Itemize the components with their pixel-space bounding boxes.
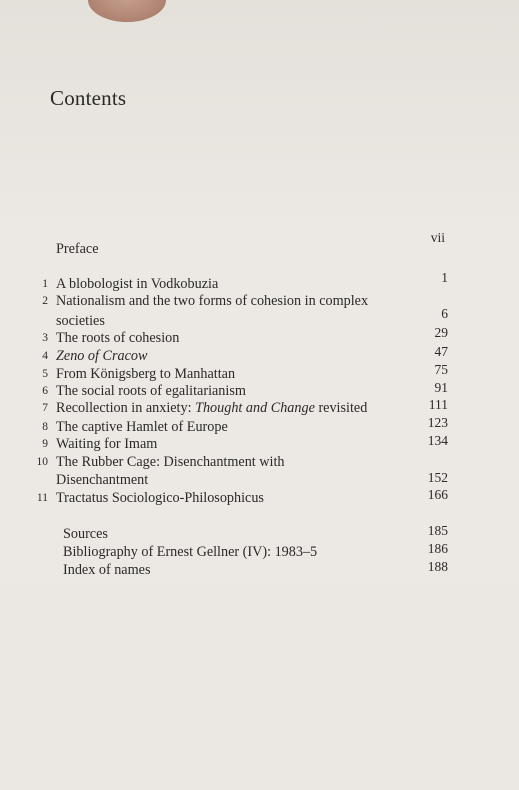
toc-page: 29 [434, 325, 448, 340]
toc-page: 75 [434, 362, 448, 377]
toc-title: Sources [63, 526, 108, 542]
contents-heading: Contents [50, 86, 127, 110]
toc-title: Preface [56, 241, 99, 257]
toc-page-3 [0, 324, 519, 342]
toc-number: 11 [36, 492, 48, 504]
toc-number: 7 [42, 402, 48, 414]
toc-page: 188 [427, 559, 448, 574]
toc-title: The captive Hamlet of Europe [56, 419, 228, 435]
toc-page: 1 [441, 270, 448, 285]
toc-number: 10 [36, 456, 48, 468]
toc-title: The roots of cohesion [56, 330, 180, 346]
toc-page: 152 [427, 470, 448, 485]
toc-title: Tractatus Sociologico-Philosophicus [56, 490, 264, 506]
toc-page-bibliography [0, 540, 519, 558]
toc-page-2 [0, 305, 519, 323]
toc-number: 3 [42, 332, 48, 344]
toc-title-part: revisited [314, 400, 368, 416]
toc-title-continued: Disenchantment [56, 472, 149, 488]
toc-page: vii [430, 230, 445, 245]
toc-page-6 [0, 379, 519, 397]
toc-page-sources [0, 522, 519, 540]
toc-page-5 [0, 361, 519, 379]
toc-page-10 [0, 469, 519, 487]
toc-title: A blobologist in Vodkobuzia [56, 276, 219, 292]
toc-page-1 [0, 269, 519, 287]
toc-page-preface [0, 229, 519, 247]
toc-page-11 [0, 486, 519, 504]
toc-page-8 [0, 414, 519, 432]
toc-page: 166 [427, 487, 448, 502]
toc-title: Nationalism and the two forms of cohesion in complex [56, 293, 369, 309]
toc-title: Waiting for Imam [56, 436, 158, 452]
toc-page: 91 [434, 380, 448, 395]
toc-number: 9 [42, 438, 48, 450]
toc-page-9 [0, 432, 519, 450]
toc-title-italic: Thought and Change [195, 400, 315, 416]
toc-title: From Königsberg to Manhattan [56, 366, 236, 382]
toc-page-7 [0, 396, 519, 414]
toc-page: 6 [441, 306, 448, 321]
toc-page: 185 [427, 523, 448, 538]
toc-title-part: Recollection in anxiety: [56, 400, 196, 416]
toc-page: 47 [434, 344, 448, 359]
toc-title: Index of names [63, 562, 151, 578]
toc-page: 134 [427, 433, 448, 448]
toc-number: 5 [42, 368, 48, 380]
toc-title: The Rubber Cage: Disenchantment with [56, 454, 285, 470]
toc-page-index [0, 558, 519, 576]
toc-title: The social roots of egalitarianism [56, 383, 246, 399]
finger-tip [88, 0, 166, 22]
toc-number: 6 [42, 385, 48, 397]
toc-number: 4 [42, 350, 48, 362]
toc-page: 123 [427, 415, 448, 430]
toc-number: 2 [42, 295, 48, 307]
toc-page: 111 [428, 397, 448, 412]
toc-title: Bibliography of Ernest Gellner (IV): 1983–5 [63, 544, 318, 560]
toc-title: Zeno of Cracow [56, 348, 148, 364]
toc-number: 8 [42, 421, 48, 433]
toc-page-4 [0, 343, 519, 361]
toc-number: 1 [42, 278, 48, 290]
toc-title-continued: societies [56, 313, 105, 329]
toc-page: 186 [427, 541, 448, 556]
